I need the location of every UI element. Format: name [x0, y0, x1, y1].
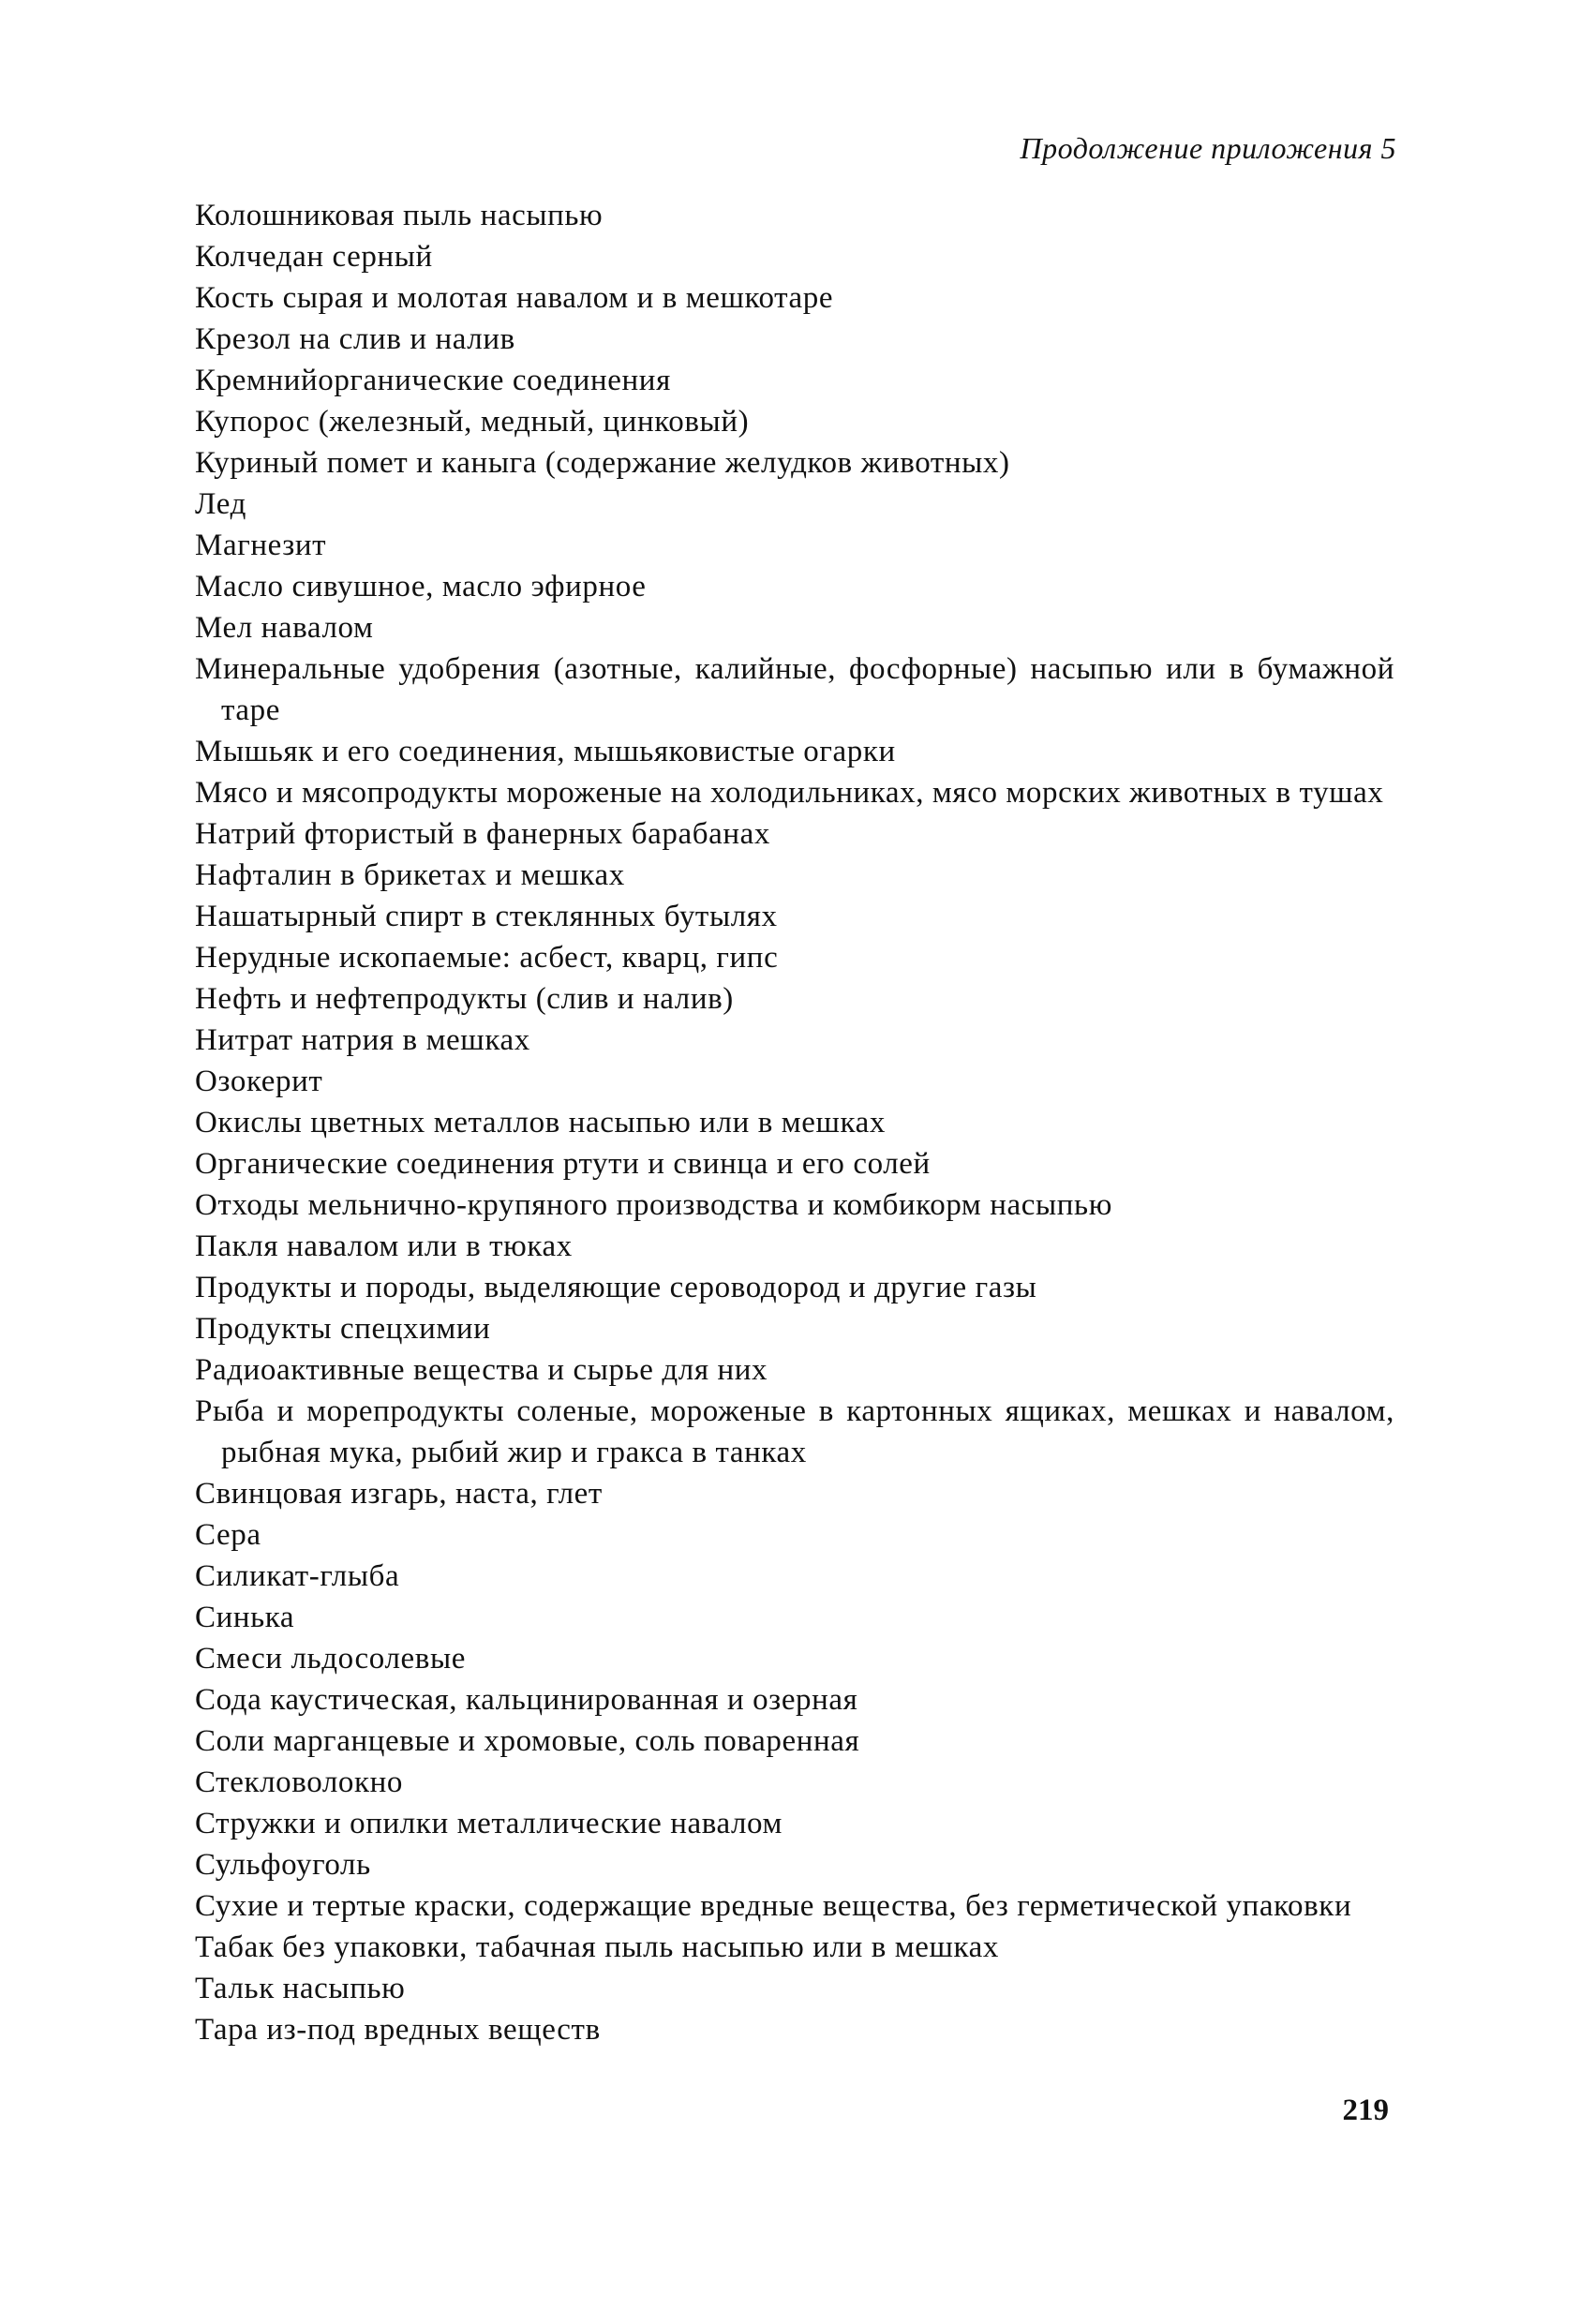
list-item: Колошниковая пыль насыпью	[195, 199, 604, 232]
list-item: Крезол на слив и налив	[195, 322, 515, 356]
list-item: Окислы цветных металлов насыпью или в мешках	[195, 1106, 886, 1140]
list-item: Лед	[195, 487, 246, 521]
list-item: Кремнийорганические соединения	[195, 364, 671, 397]
list-item: Тара из-под вредных веществ	[195, 2013, 601, 2047]
list-item: Мясо и мясопродукты мороженые на холодильниках, мясо морских животных в тушах	[195, 776, 1384, 810]
list-item: Сода каустическая, кальцинированная и озерная	[195, 1683, 858, 1717]
list-item: Стружки и опилки металлические навалом	[195, 1807, 783, 1840]
list-item: Соли марганцевые и хромовые, соль поваренная	[195, 1724, 860, 1758]
list-item: Продукты спецхимии	[195, 1312, 491, 1346]
list-item: Пакля навалом или в тюках	[195, 1229, 573, 1263]
list-item: Нафталин в брикетах и мешках	[195, 858, 625, 892]
list-item: Тальк насыпью	[195, 1972, 406, 2005]
list-item: Сульфоуголь	[195, 1848, 371, 1882]
list-item: Нефть и нефтепродукты (слив и налив)	[195, 982, 734, 1016]
list-item: Кость сырая и молотая навалом и в мешкотаре	[195, 281, 834, 315]
list-item: Нерудные ископаемые: асбест, кварц, гипс	[195, 941, 779, 975]
list-item: Радиоактивные вещества и сырье для них	[195, 1353, 768, 1387]
list-item: Мышьяк и его соединения, мышьяковистые огарки	[195, 735, 896, 768]
substance-list	[195, 195, 1394, 2050]
list-item: Мел навалом	[195, 611, 374, 645]
list-item: Магнезит	[195, 529, 327, 562]
list-item: Минеральные удобрения (азотные, калийные, фосфорные) насыпью или в бумажной таре	[195, 652, 1394, 727]
list-item: Куриный помет и каныга (содержание желудков животных)	[195, 446, 1010, 480]
list-item: Нитрат натрия в мешках	[195, 1023, 530, 1057]
list-item: Колчедан серный	[195, 240, 433, 274]
list-item: Продукты и породы, выделяющие сероводород и другие газы	[195, 1271, 1037, 1304]
list-item: Табак без упаковки, табачная пыль насыпью или в мешках	[195, 1930, 999, 1964]
continuation-header: Продолжение приложения 5	[1020, 131, 1396, 165]
list-item: Натрий фтористый в фанерных барабанах	[195, 817, 770, 851]
list-item: Органические соединения ртути и свинца и его солей	[195, 1147, 931, 1181]
list-item: Купорос (железный, медный, цинковый)	[195, 405, 750, 439]
list-item: Масло сивушное, масло эфирное	[195, 570, 647, 603]
list-item: Озокерит	[195, 1065, 323, 1098]
list-item: Сухие и тертые краски, содержащие вредные вещества, без герметической упаковки	[195, 1889, 1352, 1923]
list-item: Нашатырный спирт в стеклянных бутылях	[195, 900, 778, 933]
list-item: Смеси льдосолевые	[195, 1642, 466, 1676]
list-item: Отходы мельнично-крупяного производства и комбикорм насыпью	[195, 1188, 1112, 1222]
list-item: Свинцовая изгарь, наста, глет	[195, 1477, 603, 1511]
list-item: Стекловолокно	[195, 1765, 404, 1799]
list-item: Сера	[195, 1518, 261, 1552]
list-item: Рыба и морепродукты соленые, мороженые в картонных ящиках, мешках и навалом, рыбная мука, рыбий жир и гракса в танках	[195, 1394, 1394, 1469]
list-item: Синька	[195, 1601, 295, 1634]
list-item: Силикат-глыба	[195, 1559, 400, 1593]
page-number: 219	[1342, 2093, 1389, 2127]
